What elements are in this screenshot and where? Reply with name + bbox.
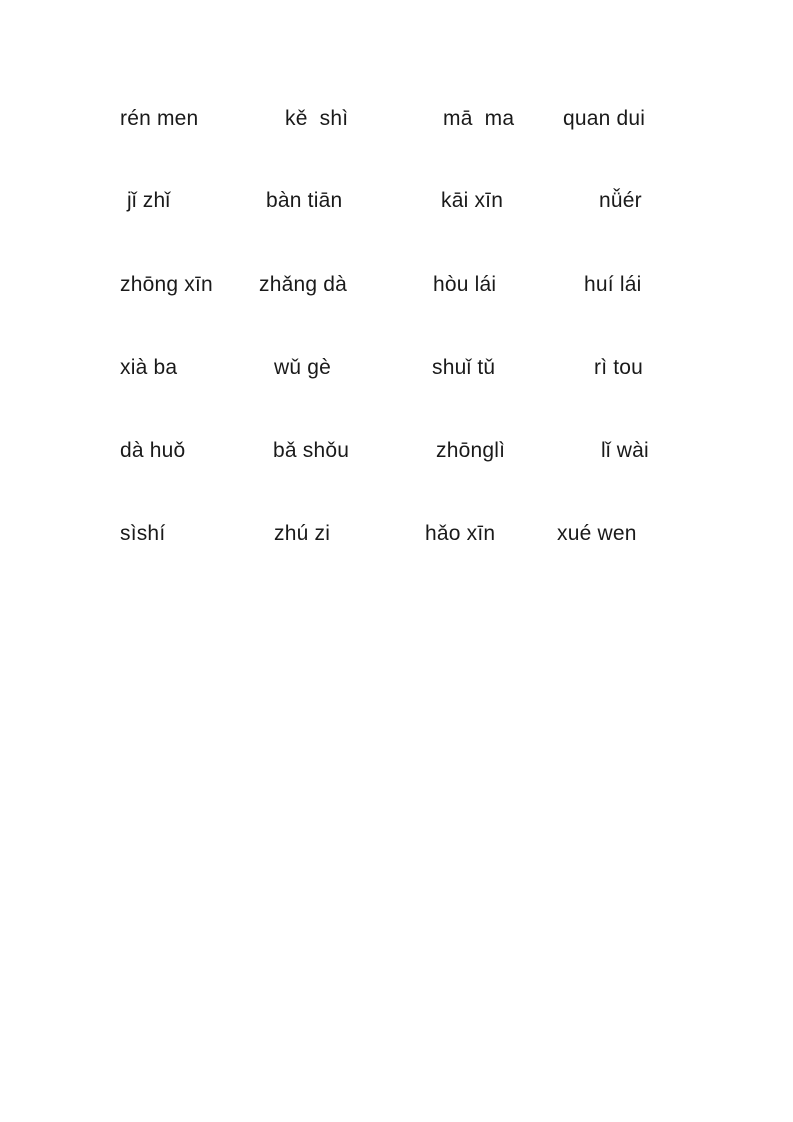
pinyin-row-2 [0,186,793,216]
pinyin-word: mā ma [443,107,515,130]
pinyin-word: jǐ zhǐ [121,189,171,212]
pinyin-row-3 [0,270,793,300]
pinyin-word: zhǎng dà [259,273,348,296]
pinyin-word: rì tou [594,356,644,379]
pinyin-word: quan dui [563,107,646,130]
pinyin-row-5 [0,436,793,466]
pinyin-word: nǚér [599,189,642,212]
pinyin-word: huí lái [584,273,642,296]
pinyin-word: xià ba [120,356,178,379]
pinyin-word: kě shì [285,107,349,130]
pinyin-word: bàn tiān [266,189,343,212]
pinyin-word: shuǐ tǔ [432,356,496,379]
pinyin-row-4 [0,353,793,383]
pinyin-word: hǎo xīn [425,522,496,545]
pinyin-word: bǎ shǒu [273,439,350,462]
pinyin-word: sìshí [120,522,166,545]
pinyin-word: wǔ gè [274,356,332,379]
pinyin-word: xué wen [557,522,637,545]
pinyin-word: rén men [120,107,199,130]
pinyin-word: lǐ wài [601,439,649,462]
pinyin-word: zhú zi [274,522,331,545]
pinyin-word: dà huǒ [120,439,186,462]
pinyin-word: kāi xīn [441,189,504,212]
pinyin-word: zhōnglì [436,439,506,462]
pinyin-word: zhōng xīn [120,273,213,296]
pinyin-row-6 [0,519,793,549]
pinyin-word: hòu lái [433,273,497,296]
pinyin-row-1 [0,104,793,134]
